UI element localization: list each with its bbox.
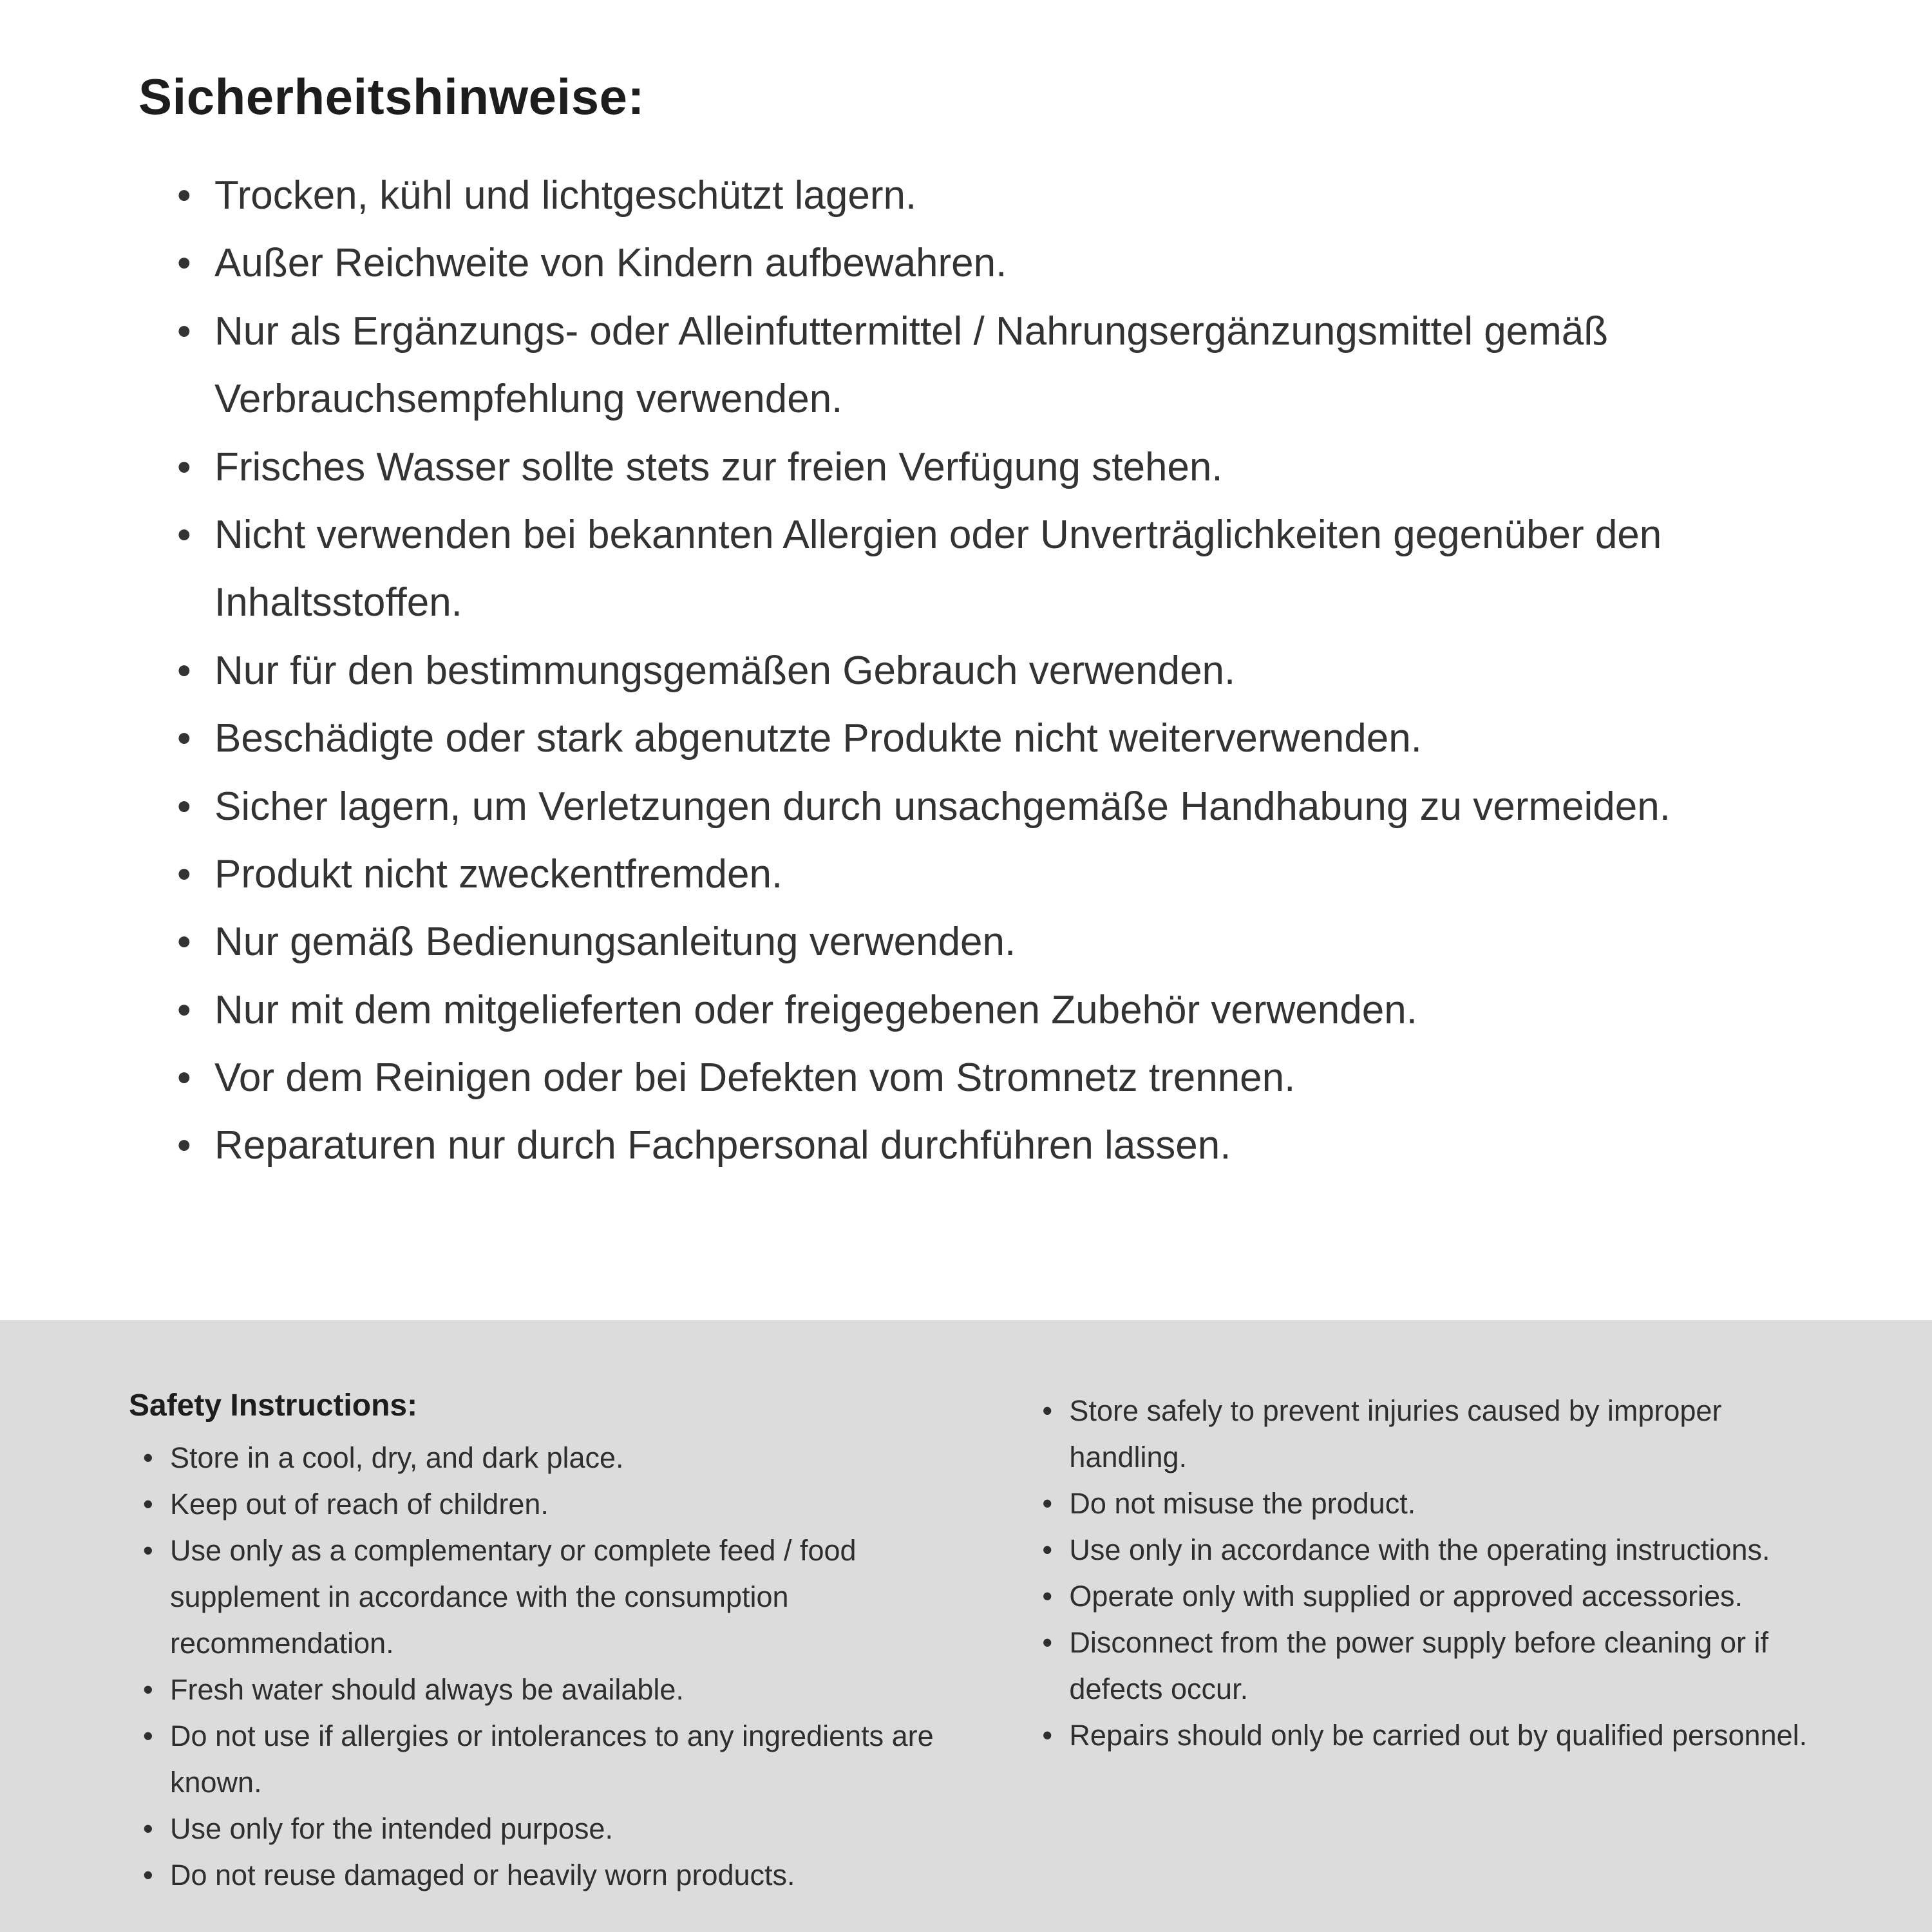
list-item: • Beschädigte oder stark abgenutzte Produkte nicht weiterverwenden. xyxy=(177,705,1835,772)
list-item: • Use only for the intended purpose. xyxy=(143,1806,965,1852)
list-item: • Nur für den bestimmungsgemäßen Gebrauch verwenden. xyxy=(177,637,1835,705)
list-item: • Nicht verwenden bei bekannten Allergien oder Unverträglichkeiten gegenüber den Inhaltsstoffen. xyxy=(177,501,1835,637)
list-item: • Vor dem Reinigen oder bei Defekten vom Stromnetz trennen. xyxy=(177,1044,1835,1112)
list-item: • Do not misuse the product. xyxy=(1042,1481,1835,1527)
list-item: • Disconnect from the power supply before cleaning or if defects occur. xyxy=(1042,1620,1835,1712)
english-instructions-list-right xyxy=(1042,1388,1835,1759)
list-item: • Keep out of reach of children. xyxy=(143,1481,965,1528)
english-right-column xyxy=(1042,1388,1835,1932)
list-item: • Operate only with supplied or approved accessories. xyxy=(1042,1573,1835,1620)
list-item: • Außer Reichweite von Kindern aufbewahren. xyxy=(177,229,1835,297)
list-item: • Store safely to prevent injuries caused by improper handling. xyxy=(1042,1388,1835,1481)
list-item: • Nur mit dem mitgelieferten oder freigegebenen Zubehör verwenden. xyxy=(177,976,1835,1044)
list-item: • Nur als Ergänzungs- oder Alleinfuttermittel / Nahrungsergänzungsmittel gemäß Verbrauchsempfehlung verwenden. xyxy=(177,298,1835,433)
english-safety-section xyxy=(0,1320,1932,1932)
list-item: • Frisches Wasser sollte stets zur freien Verfügung stehen. xyxy=(177,433,1835,501)
list-item: • Nur gemäß Bedienungsanleitung verwenden. xyxy=(177,908,1835,976)
list-item: • Trocken, kühl und lichtgeschützt lagern. xyxy=(177,162,1835,229)
list-item: • Do not reuse damaged or heavily worn products. xyxy=(143,1852,965,1899)
german-instructions-list xyxy=(138,162,1835,1180)
english-instructions-list-left xyxy=(129,1435,965,1899)
list-item: • Do not use if allergies or intolerances to any ingredients are known. xyxy=(143,1713,965,1806)
list-item: • Store in a cool, dry, and dark place. xyxy=(143,1435,965,1481)
english-safety-title: Safety Instructions: xyxy=(129,1388,418,1423)
list-item: • Sicher lagern, um Verletzungen durch unsachgemäße Handhabung zu vermeiden. xyxy=(177,773,1835,840)
list-item: • Fresh water should always be available. xyxy=(143,1667,965,1713)
list-item: • Reparaturen nur durch Fachpersonal durchführen lassen. xyxy=(177,1112,1835,1179)
english-left-column xyxy=(129,1388,965,1932)
list-item: • Use only in accordance with the operating instructions. xyxy=(1042,1527,1835,1573)
list-item: • Use only as a complementary or complete feed / food supplement in accordance with the consumption recommendation. xyxy=(143,1528,965,1667)
list-item: • Produkt nicht zweckentfremden. xyxy=(177,840,1835,908)
list-item: • Repairs should only be carried out by qualified personnel. xyxy=(1042,1712,1835,1759)
german-safety-title: Sicherheitshinweise: xyxy=(138,68,645,125)
